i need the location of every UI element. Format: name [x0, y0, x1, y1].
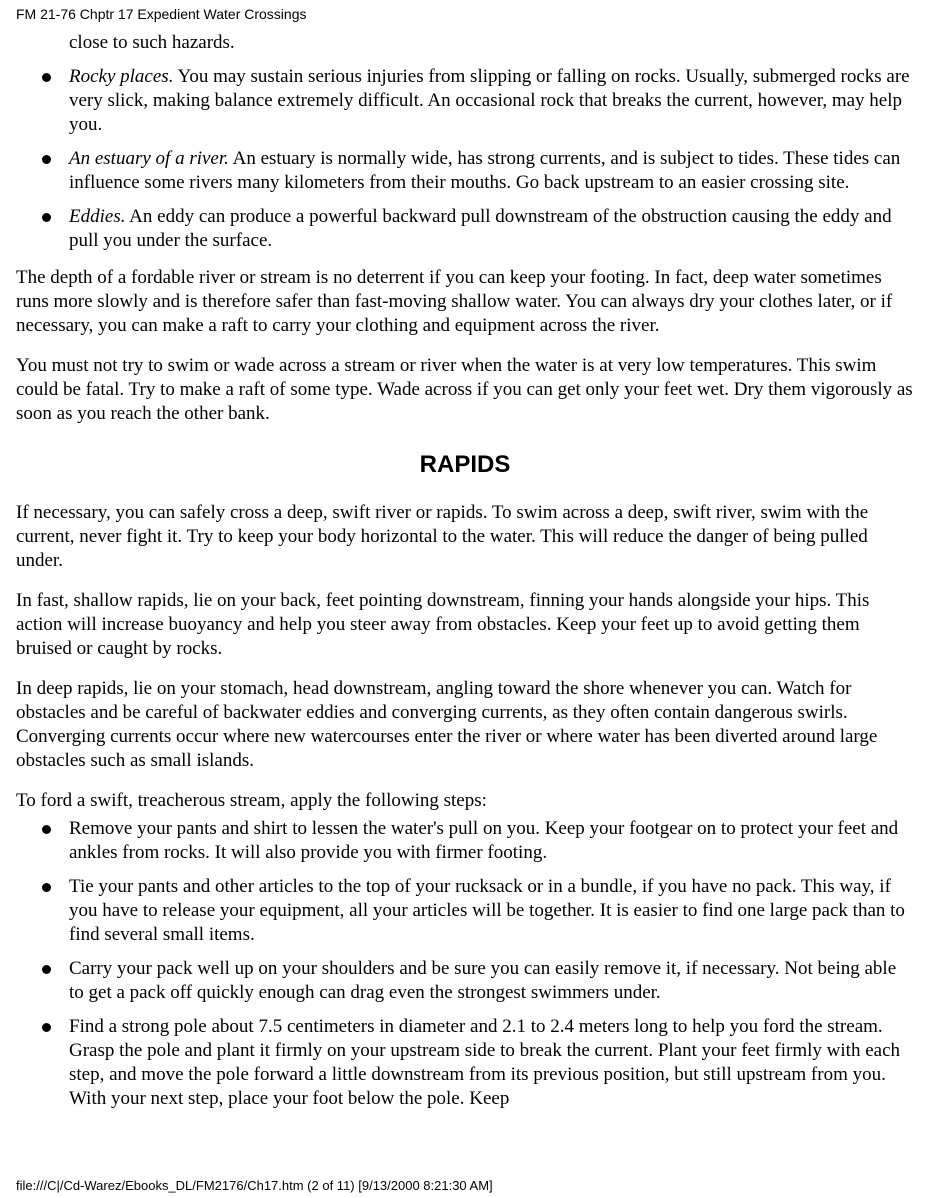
hazard-term: An estuary of a river.: [69, 148, 229, 169]
step-item: Remove your pants and shirt to lessen the water's pull on you. Keep your footgear on to protect your feet and ankles from rocks. It will also provide you with firmer footing.: [16, 817, 914, 865]
hazard-term: Eddies.: [69, 206, 126, 227]
steps-list: [16, 817, 914, 1111]
step-item: Find a strong pole about 7.5 centimeters in diameter and 2.1 to 2.4 meters long to help you ford the stream. Grasp the pole and plant it firmly on your upstream side to break the current. Plant your feet firmly with each step, and move the pole forward a little downstream from its previous position, but still upstream from you. With your next step, place your foot below the pole. Keep: [16, 1015, 914, 1111]
hazard-text: An eddy can produce a powerful backward pull downstream of the obstruction causing the eddy and pull you under the surface.: [69, 206, 892, 251]
hazard-term: Rocky places.: [69, 66, 174, 87]
document-body: [16, 31, 914, 1125]
page-footer: file:///C|/Cd-Warez/Ebooks_DL/FM2176/Ch17.htm (2 of 11) [9/13/2000 8:21:30 AM]: [16, 1178, 493, 1193]
hazard-item-estuary: [16, 147, 914, 195]
steps-intro: To ford a swift, treacherous stream, apply the following steps:: [16, 790, 487, 811]
hazard-item-rocky-places: [16, 65, 914, 137]
page-header: FM 21-76 Chptr 17 Expedient Water Crossings: [16, 6, 307, 22]
step-item: Carry your pack well up on your shoulders and be sure you can easily remove it, if necessary. Not being able to get a pack off quickly enough can drag even the strongest swimmers under.: [16, 957, 914, 1005]
hazard-list: [16, 31, 914, 253]
hazard-item-eddies: [16, 205, 914, 253]
section-heading-rapids: RAPIDS: [419, 451, 511, 478]
paragraph-low-temperatures: You must not try to swim or wade across a stream or river when the water is at very low temperatures. This swim could be fatal. Try to make a raft of some type. Wade across if you can get only your feet wet. Dry them vigorously as soon as you reach the other bank.: [16, 355, 913, 424]
step-item: Tie your pants and other articles to the top of your rucksack or in a bundle, if you have no pack. This way, if you have to release your equipment, all your articles will be together. It is easier to find one large pack than to find several small items.: [16, 875, 914, 947]
hazard-text: An estuary is normally wide, has strong currents, and is subject to tides. These tides can influence some rivers many kilometers from their mouths. Go back upstream to an easier crossing site.: [69, 148, 901, 193]
paragraph-fordable-depth: The depth of a fordable river or stream is no deterrent if you can keep your footing. In fact, deep water sometimes runs more slowly and is therefore safer than fast-moving shallow water. You can always dry your clothes later, or if necessary, you can make a raft to carry your clothing and equipment across the river.: [16, 267, 893, 336]
hazard-continuation: close to such hazards.: [69, 32, 235, 53]
paragraph-shallow-rapids: In fast, shallow rapids, lie on your back, feet pointing downstream, finning your hands alongside your hips. This action will increase buoyancy and help you steer away from obstacles. Keep your feet up to avoid getting them bruised or caught by rocks.: [16, 590, 870, 659]
paragraph-deep-rapids: In deep rapids, lie on your stomach, head downstream, angling toward the shore whenever you can. Watch for obstacles and be careful of backwater eddies and converging currents, as they often contain dangerous swirls. Converging currents occur where new watercourses enter the river or where water has been diverted around large obstacles such as small islands.: [16, 678, 878, 771]
paragraph-swift-river: If necessary, you can safely cross a deep, swift river or rapids. To swim across a deep, swift river, swim with the current, never fight it. Try to keep your body horizontal to the water. This will reduce the danger of being pulled under.: [16, 502, 869, 571]
hazard-text: You may sustain serious injuries from slipping or falling on rocks. Usually, submerged rocks are very slick, making balance extremely difficult. An occasional rock that breaks the current, however, may help you.: [69, 66, 910, 135]
